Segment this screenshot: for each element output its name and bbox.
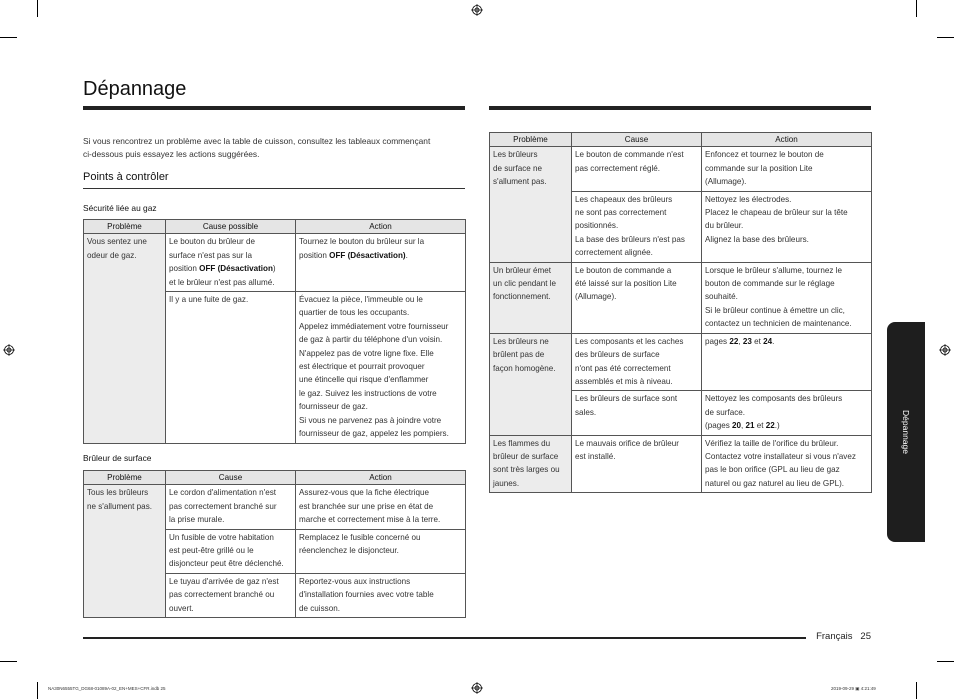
cell-line: surface n'est pas sur la — [169, 250, 252, 260]
cell-line: de surface ne — [493, 163, 543, 173]
cell-line: est électrique et pourrait provoquer — [299, 362, 425, 372]
cell-line: Assurez-vous que la fiche électrique — [299, 488, 430, 498]
crop-mark — [37, 682, 38, 699]
table-row — [490, 435, 872, 493]
cell-line: sales. — [575, 407, 597, 417]
column-header: Action — [296, 471, 466, 485]
problem-cell — [490, 262, 572, 333]
table-row — [84, 485, 466, 529]
cell-line: du brûleur. — [705, 221, 744, 231]
cell-line: pas le bon orifice (GPL au lieu de gaz — [705, 465, 840, 475]
cell-line: ne sont pas correctement — [575, 208, 667, 218]
cell-line: fournisseur de gaz, appelez les pompiers. — [299, 429, 449, 439]
crop-mark — [37, 0, 38, 17]
cell-line: des brûleurs de surface — [575, 350, 660, 360]
title-rule — [489, 106, 871, 110]
footer-language: Français — [816, 631, 853, 642]
table-row — [490, 262, 872, 333]
cell-line: un clic pendant le — [493, 279, 556, 289]
cell-line: Le cordon d'alimentation n'est — [169, 488, 277, 498]
cell-line: de gaz à partir du téléphone d'un voisin. — [299, 335, 443, 345]
section-heading: Points à contrôler — [83, 171, 169, 183]
cell-line: Il y a une fuite de gaz. — [169, 295, 249, 305]
cell-line: bouton de commande sur le réglage — [705, 279, 835, 289]
burner-troubleshooting-table — [489, 132, 872, 493]
registration-mark-icon — [939, 344, 951, 356]
column-header: Problème — [84, 220, 166, 234]
cell-line: quartier de tous les occupants. — [299, 308, 410, 318]
action-cell — [296, 292, 466, 443]
table-header-row — [84, 220, 466, 234]
table-row — [84, 234, 466, 292]
cell-line: Enfoncez et tournez le bouton de — [705, 150, 824, 160]
registration-mark-icon — [3, 344, 15, 356]
cell-line: pas correctement branché ou — [169, 590, 275, 600]
cell-line: est peut-être grillé ou le — [169, 546, 254, 556]
cell-line: Un brûleur émet — [493, 265, 552, 275]
text-run: . — [405, 250, 408, 260]
cell-line: Si le brûleur continue à émettre un clic, — [705, 305, 845, 315]
cause-cell — [166, 292, 296, 443]
crop-mark — [0, 37, 17, 38]
page-number: 25 — [860, 631, 871, 642]
bold-term: OFF (Désactivation) — [329, 250, 406, 260]
text-run: . — [772, 336, 775, 346]
title-rule — [83, 106, 465, 110]
section-side-tab — [887, 322, 925, 542]
cell-line: Si vous ne parvenez pas à joindre votre — [299, 415, 442, 425]
gas-safety-table — [83, 219, 466, 444]
cell-line: Les flammes du — [493, 438, 551, 448]
cell-line: disjoncteur peut être déclenché. — [169, 559, 284, 569]
cell-line: n'ont pas été correctement — [575, 363, 671, 373]
text-run: , — [738, 336, 743, 346]
action-cell — [702, 391, 872, 435]
action-cell — [702, 147, 872, 191]
text-run: et — [754, 421, 766, 431]
cause-cell — [166, 529, 296, 573]
print-imprint: 2019-09-29 ▣ 4:21:49 — [831, 686, 876, 691]
text-run: position — [299, 250, 330, 260]
surface-burner-table — [83, 470, 466, 618]
action-cell — [296, 529, 466, 573]
cell-line — [705, 335, 868, 348]
cell-line: souhaité. — [705, 292, 738, 302]
cell-line: été laissé sur la position Lite — [575, 279, 677, 289]
cell-line: pas correctement réglé. — [575, 163, 661, 173]
print-imprint: NA30N6555TG_DG68-01089A-02_EN+MES+CFR.indb 25 — [48, 686, 166, 691]
registration-mark-icon — [471, 682, 483, 694]
bold-term: OFF (Désactivation — [199, 264, 273, 274]
page-reference: 20 — [732, 421, 742, 431]
crop-mark — [0, 661, 17, 662]
cell-line: Évacuez la pièce, l'immeuble ou le — [299, 295, 423, 305]
registration-mark-icon — [471, 4, 483, 16]
page-reference: 24 — [763, 336, 773, 346]
cell-line: assemblés et mis à niveau. — [575, 376, 673, 386]
cell-line: Contactez votre installateur si vous n'avez — [705, 451, 856, 461]
cell-line: Tournez le bouton du brûleur sur la — [299, 237, 425, 247]
cell-line: Reportez-vous aux instructions — [299, 576, 411, 586]
section-rule — [83, 188, 465, 189]
cell-line — [169, 262, 292, 275]
cause-cell — [572, 191, 702, 262]
cause-cell — [572, 391, 702, 435]
table-header-row — [84, 471, 466, 485]
cell-line: s'allument pas. — [493, 177, 547, 187]
cell-line: Remplacez le fusible concerné ou — [299, 532, 421, 542]
cause-cell — [572, 333, 702, 391]
cell-line: Tous les brûleurs — [87, 488, 149, 498]
text-run: position — [169, 264, 200, 274]
cell-line: N'appelez pas de votre ligne fixe. Elle — [299, 348, 434, 358]
cell-line: Nettoyez les électrodes. — [705, 194, 792, 204]
text-run: pages — [705, 336, 730, 346]
cell-line: ouvert. — [169, 603, 194, 613]
cell-line: de surface. — [705, 407, 746, 417]
column-header: Action — [296, 220, 466, 234]
cell-line: Le bouton du brûleur de — [169, 237, 255, 247]
cell-line: jaunes. — [493, 478, 520, 488]
intro-paragraph — [83, 135, 468, 161]
cell-line: Le bouton de commande a — [575, 265, 672, 275]
cause-cell — [572, 262, 702, 333]
cell-line: fournisseur de gaz. — [299, 402, 368, 412]
cell-line: odeur de gaz. — [87, 250, 137, 260]
cell-line: (Allumage). — [575, 292, 617, 302]
action-cell — [702, 262, 872, 333]
table-row — [490, 333, 872, 391]
cell-line: le gaz. Suivez les instructions de votre — [299, 388, 437, 398]
cell-line: contactez un technicien de maintenance. — [705, 319, 852, 329]
cell-line: commande sur la position Lite — [705, 163, 813, 173]
text-run: et — [751, 336, 764, 346]
text-run: (pages — [705, 421, 732, 431]
cell-line: Les brûleurs ne — [493, 336, 549, 346]
page-footer — [816, 631, 871, 642]
page-reference: 22 — [729, 336, 739, 346]
text-run: .) — [774, 421, 780, 431]
cell-line: pas correctement branché sur — [169, 501, 277, 511]
problem-cell — [84, 234, 166, 443]
cause-cell — [572, 435, 702, 493]
column-header: Action — [702, 133, 872, 147]
cell-line: brûlent pas de — [493, 350, 545, 360]
cell-line: réenclenchez le disjoncteur. — [299, 546, 399, 556]
cell-line: de cuisson. — [299, 603, 340, 613]
cell-line: ne s'allument pas. — [87, 501, 152, 511]
subsection-heading: Sécurité liée au gaz — [83, 203, 157, 213]
subsection-heading: Brûleur de surface — [83, 453, 152, 463]
cell-line: Appelez immédiatement votre fournisseur — [299, 321, 449, 331]
crop-mark — [937, 661, 954, 662]
cause-cell — [572, 147, 702, 191]
page-reference: 21 — [745, 421, 755, 431]
cell-line: Le bouton de commande n'est — [575, 150, 684, 160]
action-cell — [296, 485, 466, 529]
problem-cell — [490, 435, 572, 493]
action-cell — [702, 191, 872, 262]
column-header: Cause — [572, 133, 702, 147]
crop-mark — [916, 0, 917, 17]
cell-line: La base des brûleurs n'est pas — [575, 234, 685, 244]
column-header: Problème — [490, 133, 572, 147]
intro-line: ci-dessous puis essayez les actions suggérées. — [83, 149, 260, 159]
cell-line: d'installation fournies avec votre table — [299, 590, 434, 600]
cell-line: Le tuyau d'arrivée de gaz n'est — [169, 576, 279, 586]
action-cell — [702, 333, 872, 391]
cell-line: positionnés. — [575, 221, 619, 231]
action-cell — [296, 573, 466, 617]
cell-line: Les brûleurs de surface sont — [575, 394, 678, 404]
cell-line: Les chapeaux des brûleurs — [575, 194, 673, 204]
cell-line: brûleur de surface — [493, 451, 559, 461]
table-header-row — [490, 133, 872, 147]
text-run: , — [741, 421, 746, 431]
cell-line: la prise murale. — [169, 515, 225, 525]
cell-line: et le brûleur n'est pas allumé. — [169, 277, 275, 287]
action-cell — [702, 435, 872, 493]
cell-line: Le mauvais orifice de brûleur — [575, 438, 679, 448]
cause-cell — [166, 234, 296, 292]
column-header: Problème — [84, 471, 166, 485]
cell-line: Vérifiez la taille de l'orifice du brûleur. — [705, 438, 839, 448]
column-header: Cause possible — [166, 220, 296, 234]
cell-line: naturel ou gaz naturel au lieu de GPL). — [705, 478, 845, 488]
problem-cell — [490, 333, 572, 435]
table-row — [490, 147, 872, 191]
cell-line: Vous sentez une — [87, 237, 147, 247]
cell-line: est installé. — [575, 451, 616, 461]
footer-rule — [83, 637, 806, 639]
cell-line: Les brûleurs — [493, 150, 538, 160]
page-reference: 23 — [742, 336, 752, 346]
action-cell — [296, 234, 466, 292]
cell-line: Lorsque le brûleur s'allume, tournez le — [705, 265, 842, 275]
cell-line: marche et correctement mise à la terre. — [299, 515, 441, 525]
cause-cell — [166, 485, 296, 529]
cell-line — [299, 249, 462, 262]
cell-line: Nettoyez les composants des brûleurs — [705, 394, 843, 404]
cell-line: Alignez la base des brûleurs. — [705, 234, 809, 244]
cell-line: fonctionnement. — [493, 292, 551, 302]
cell-line: une étincelle qui risque d'enflammer — [299, 375, 429, 385]
cell-line: (Allumage). — [705, 177, 747, 187]
cell-line — [705, 419, 868, 432]
cell-line: est branchée sur une prise en état de — [299, 501, 434, 511]
cell-line: correctement alignée. — [575, 248, 653, 258]
crop-mark — [916, 682, 917, 699]
cell-line: sont très larges ou — [493, 465, 560, 475]
cause-cell — [166, 573, 296, 617]
intro-line: Si vous rencontrez un problème avec la table de cuisson, consultez les tableaux commençant — [83, 136, 431, 146]
cell-line: Placez le chapeau de brûleur sur la tête — [705, 208, 848, 218]
crop-mark — [937, 37, 954, 38]
text-run: ) — [272, 264, 276, 274]
column-header: Cause — [166, 471, 296, 485]
cell-line: Les composants et les caches — [575, 336, 684, 346]
page-reference: 22 — [765, 421, 775, 431]
problem-cell — [490, 147, 572, 262]
cell-line: Un fusible de votre habitation — [169, 532, 274, 542]
page-title: Dépannage — [83, 78, 187, 100]
problem-cell — [84, 485, 166, 618]
side-tab-label: Dépannage — [901, 410, 911, 454]
cell-line: façon homogène. — [493, 363, 556, 373]
